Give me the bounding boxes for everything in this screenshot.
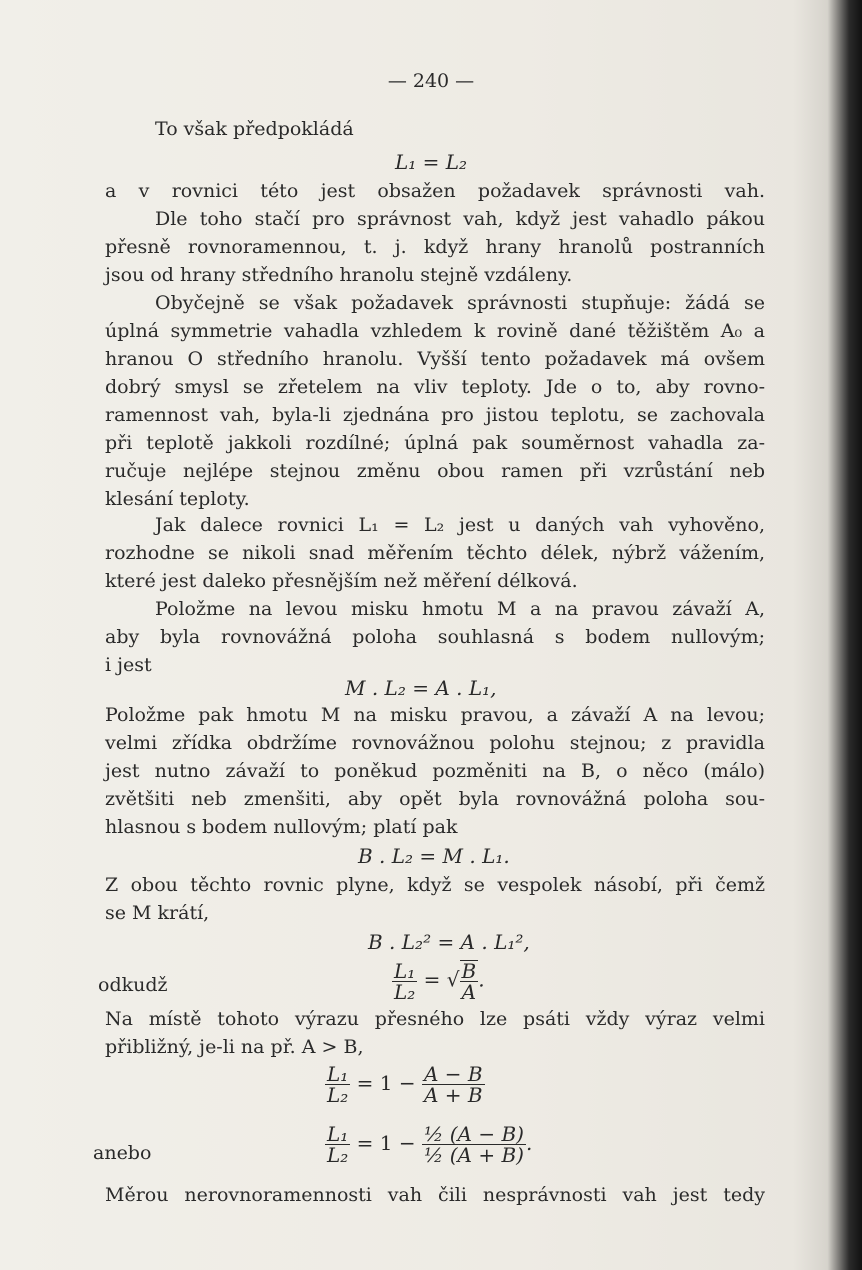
fraction-b-a: $\frac{B}{A}$ (461, 959, 477, 1004)
fraction-a-minus-b: $\frac{A - B}{A + B}$ (424, 1062, 483, 1107)
text-line: ramennost vah, byla-li zjednána pro jistou teplotu, se zachovala (105, 404, 765, 426)
fraction-l1-l2: $\frac{\text{L₁}}{\text{L₂}}$ (327, 1122, 349, 1167)
text-line: Obyčejně se však požadavek správnosti stupňuje: žádá se (155, 292, 765, 314)
text-line: dobrý smysl se zřetelem na vliv teploty. Jde o to, aby rovno- (105, 376, 765, 398)
text-line: Položme na levou misku hmotu M a na pravou závaží A, (155, 598, 765, 620)
text-line: jsou od hrany středního hranolu stejně vzdáleny. (105, 264, 573, 286)
text-line: přibližný, je-li na př. A > B, (105, 1036, 364, 1058)
equation-approx-1: $\frac{\text{L₁}}{\text{L₂}}$ = 1 − $\frac{A - B}{A + B}$ (327, 1062, 483, 1107)
label-odkudz: odkudž (98, 974, 168, 996)
text-line: jest nutno závaží to poněkud pozměniti na B, o něco (málo) (105, 760, 765, 782)
text-line: Na místě tohoto výrazu přesného lze psáti vždy výraz velmi (105, 1008, 765, 1030)
fraction-l1-l2: $\frac{\text{L₁}}{\text{L₂}}$ (394, 958, 416, 1004)
equation-m-l2: M . L₂ = A . L₁, (345, 676, 497, 700)
label-anebo: anebo (93, 1142, 152, 1164)
text-line: i jest (105, 654, 152, 676)
text-line: se M krátí, (105, 902, 210, 924)
equation-approx-2: $\frac{\text{L₁}}{\text{L₂}}$ = 1 − $\frac{\text{½ (A − B)}}{\text{½ (A + B)}}$ . (327, 1122, 533, 1167)
equation-b-l2-squared: B . L₂² = A . L₁², (368, 930, 530, 954)
text-line: přesně rovnoramennou, t. j. když hrany hranolů postranních (105, 236, 765, 258)
fraction-half: $\frac{\text{½ (A − B)}}{\text{½ (A + B)}}$ (424, 1122, 524, 1167)
text-line: klesání teploty. (105, 488, 250, 510)
text-line: Jak dalece rovnici L₁ = L₂ jest u daných vah vyhověno, (155, 514, 765, 536)
fraction-l1-l2: $\frac{\text{L₁}}{\text{L₂}}$ (327, 1062, 349, 1107)
text-line: To však předpokládá (155, 118, 354, 140)
text-line: hlasnou s bodem nullovým; platí pak (105, 816, 458, 838)
equation-l1-equals-l2: L₁ = L₂ (395, 150, 468, 174)
text-line: při teplotě jakkoli rozdílné; úplná pak souměrnost vahadla za- (105, 432, 765, 454)
text-line: rozhodne se nikoli snad měřením těchto délek, nýbrž vážením, (105, 542, 765, 564)
text-line: zvětšiti neb zmenšiti, aby opět byla rovnovážná poloha sou- (105, 788, 765, 810)
equation-ratio-sqrt: $\frac{\text{L₁}}{\text{L₂}}$ = √ $\frac{B}{A}$ . (394, 958, 485, 1004)
text-line: a v rovnici této jest obsažen požadavek správnosti vah. (105, 180, 765, 202)
text-line: ručuje nejlépe stejnou změnu obou ramen při vzrůstání neb (105, 460, 765, 482)
text-line: hranou O středního hranolu. Vyšší tento požadavek má ovšem (105, 348, 765, 370)
text-line: Dle toho stačí pro správnost vah, když jest vahadlo pákou (155, 208, 765, 230)
text-line: Z obou těchto rovnic plyne, když se vespolek násobí, při čemž (105, 874, 765, 896)
text-line: velmi zřídka obdržíme rovnovážnou polohu stejnou; z pravidla (105, 732, 765, 754)
text-line: které jest daleko přesnějším než měření délková. (105, 570, 578, 592)
text-line: Měrou nerovnoramennosti vah čili nesprávnosti vah jest tedy (105, 1184, 765, 1206)
text-line: úplná symmetrie vahadla vzhledem k rovině dané těžištěm A₀ a (105, 320, 765, 342)
text-line: Položme pak hmotu M na misku pravou, a závaží A na levou; (105, 704, 765, 726)
equation-b-l2: B . L₂ = M . L₁. (358, 844, 510, 868)
page-number: — 240 — (387, 70, 475, 92)
text-line: aby byla rovnovážná poloha souhlasná s bodem nullovým; (105, 626, 765, 648)
